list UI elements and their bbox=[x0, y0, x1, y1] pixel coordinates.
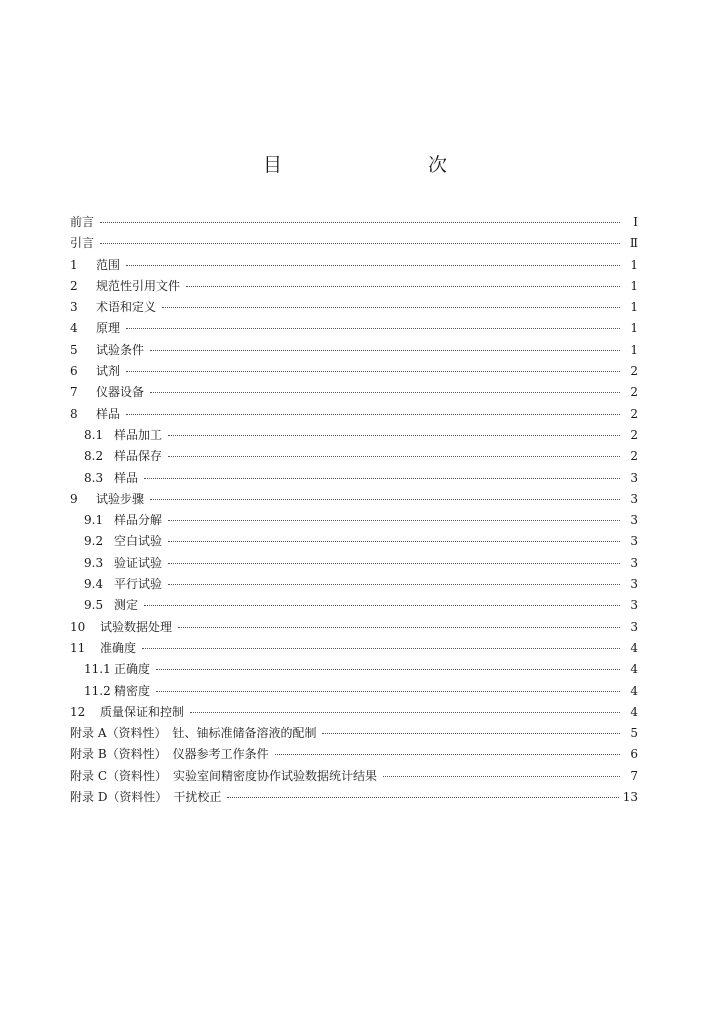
toc-entry-page-number: 3 bbox=[630, 555, 638, 570]
toc-entry[interactable] bbox=[70, 489, 638, 510]
toc-entry-label: 原理 bbox=[96, 321, 121, 336]
toc-entry-number: 8.2 bbox=[84, 449, 104, 464]
toc-entry-page-number: 1 bbox=[630, 300, 638, 315]
toc-entry-number: 6 bbox=[70, 364, 78, 379]
table-of-contents bbox=[70, 212, 638, 808]
toc-entry-number: 10 bbox=[70, 619, 86, 634]
dot-leader bbox=[322, 733, 620, 734]
toc-entry[interactable] bbox=[70, 297, 638, 318]
toc-entry-number: 1 bbox=[70, 257, 78, 272]
dot-leader bbox=[168, 541, 620, 542]
dot-leader bbox=[383, 776, 620, 777]
toc-entry-label: 样品 bbox=[96, 406, 121, 421]
dot-leader bbox=[168, 456, 620, 457]
dot-leader bbox=[126, 328, 620, 329]
toc-entry[interactable] bbox=[70, 617, 638, 638]
toc-entry-label: 样品加工 bbox=[114, 427, 163, 442]
toc-entry[interactable] bbox=[70, 510, 638, 531]
toc-entry[interactable] bbox=[70, 766, 638, 787]
toc-entry-number: 11 bbox=[70, 640, 86, 655]
toc-entry-page-number: 3 bbox=[630, 513, 638, 528]
toc-entry-label: 附录 B（资料性） 仪器参考工作条件 bbox=[70, 747, 269, 762]
toc-entry-page-number: 3 bbox=[630, 619, 638, 634]
toc-entry-page-number: 4 bbox=[630, 704, 638, 719]
toc-entry-label: 仪器设备 bbox=[96, 385, 145, 400]
toc-entry-label: 验证试验 bbox=[114, 555, 163, 570]
toc-entry-number: 9 bbox=[70, 491, 78, 506]
dot-leader bbox=[144, 478, 620, 479]
toc-entry-number: 9.1 bbox=[84, 513, 104, 528]
toc-entry-label: 试剂 bbox=[96, 364, 121, 379]
toc-entry-label: 试验数据处理 bbox=[100, 619, 173, 634]
toc-entry[interactable] bbox=[70, 468, 638, 489]
toc-entry-page-number: 2 bbox=[630, 427, 638, 442]
toc-entry-page-number: 13 bbox=[622, 790, 638, 805]
toc-entry-label: 术语和定义 bbox=[96, 300, 157, 315]
toc-entry-page-number: 1 bbox=[630, 321, 638, 336]
toc-entry-number: 8.3 bbox=[84, 470, 104, 485]
toc-entry-page-number: 3 bbox=[630, 598, 638, 613]
toc-entry-number: 4 bbox=[70, 321, 78, 336]
toc-entry[interactable] bbox=[70, 318, 638, 339]
toc-entry-page-number: 2 bbox=[630, 449, 638, 464]
toc-entry-number: 11.1 bbox=[84, 662, 111, 677]
toc-entry[interactable] bbox=[70, 446, 638, 467]
toc-entry-label: 前言 bbox=[70, 215, 95, 229]
toc-entry[interactable] bbox=[70, 425, 638, 446]
toc-entry-label: 样品保存 bbox=[114, 449, 163, 464]
dot-leader bbox=[126, 265, 620, 266]
toc-entry[interactable] bbox=[70, 212, 638, 233]
dot-leader bbox=[142, 648, 620, 649]
toc-entry-label: 附录 D（资料性） 干扰校正 bbox=[70, 790, 222, 805]
page-title: 目 次 bbox=[262, 154, 483, 176]
toc-entry[interactable] bbox=[70, 531, 638, 552]
toc-entry-label: 范围 bbox=[96, 257, 121, 272]
toc-entry[interactable] bbox=[70, 276, 638, 297]
toc-entry[interactable] bbox=[70, 233, 638, 254]
dot-leader bbox=[156, 669, 620, 670]
toc-entry-label: 样品 bbox=[114, 470, 139, 485]
toc-entry[interactable] bbox=[70, 681, 638, 702]
toc-entry-number: 2 bbox=[70, 278, 78, 293]
dot-leader bbox=[144, 605, 620, 606]
toc-entry[interactable] bbox=[70, 723, 638, 744]
toc-entry-number: 9.4 bbox=[84, 577, 104, 592]
dot-leader bbox=[162, 307, 620, 308]
toc-entry-page-number: 4 bbox=[630, 640, 638, 655]
toc-entry-number: 8 bbox=[70, 406, 78, 421]
dot-leader bbox=[190, 712, 620, 713]
dot-leader bbox=[126, 371, 620, 372]
dot-leader bbox=[186, 286, 620, 287]
dot-leader bbox=[168, 520, 620, 521]
toc-entry-page-number: 4 bbox=[630, 662, 638, 677]
dot-leader bbox=[168, 563, 620, 564]
toc-entry-label: 规范性引用文件 bbox=[96, 278, 181, 293]
toc-entry-label: 样品分解 bbox=[114, 513, 163, 528]
toc-entry-number: 5 bbox=[70, 342, 78, 357]
dot-leader bbox=[178, 627, 620, 628]
toc-entry-page-number: 2 bbox=[630, 385, 638, 400]
dot-leader bbox=[168, 584, 620, 585]
toc-entry-label: 试验步骤 bbox=[96, 491, 145, 506]
toc-entry-label: 空白试验 bbox=[114, 534, 163, 549]
dot-leader bbox=[150, 350, 620, 351]
dot-leader bbox=[150, 499, 620, 500]
toc-entry-label: 精密度 bbox=[114, 683, 151, 698]
toc-entry[interactable] bbox=[70, 744, 638, 765]
toc-entry[interactable] bbox=[70, 404, 638, 425]
dot-leader bbox=[150, 392, 620, 393]
toc-entry-number: 12 bbox=[70, 704, 86, 719]
dot-leader bbox=[275, 754, 620, 755]
toc-entry-page-number: 3 bbox=[630, 470, 638, 485]
toc-entry-label: 附录 C（资料性） 实验室间精密度协作试验数据统计结果 bbox=[70, 768, 377, 783]
toc-entry-label: 测定 bbox=[114, 598, 139, 613]
toc-entry-page-number: 7 bbox=[630, 768, 638, 783]
toc-entry[interactable] bbox=[70, 638, 638, 659]
toc-entry-number: 9.5 bbox=[84, 598, 104, 613]
toc-entry-page-number: 2 bbox=[630, 406, 638, 421]
dot-leader bbox=[100, 222, 620, 223]
toc-entry-label: 质量保证和控制 bbox=[100, 704, 185, 719]
toc-entry-page-number: Ⅱ bbox=[629, 236, 638, 251]
toc-entry-label: 正确度 bbox=[114, 662, 151, 677]
toc-entry[interactable] bbox=[70, 340, 638, 361]
dot-leader bbox=[227, 797, 618, 798]
dot-leader bbox=[156, 691, 620, 692]
toc-entry[interactable] bbox=[70, 553, 638, 574]
dot-leader bbox=[168, 435, 620, 436]
toc-entry-number: 9.3 bbox=[84, 555, 104, 570]
toc-entry-label: 平行试验 bbox=[114, 577, 163, 592]
toc-entry-number: 7 bbox=[70, 385, 78, 400]
toc-entry[interactable] bbox=[70, 659, 638, 680]
toc-entry-label: 准确度 bbox=[100, 640, 137, 655]
toc-entry[interactable] bbox=[70, 787, 638, 808]
toc-entry-page-number: 5 bbox=[630, 726, 638, 741]
toc-entry-label: 引言 bbox=[70, 236, 95, 251]
toc-entry[interactable] bbox=[70, 382, 638, 403]
toc-entry[interactable] bbox=[70, 595, 638, 616]
toc-entry-number: 3 bbox=[70, 300, 78, 315]
toc-entry-page-number: 3 bbox=[630, 491, 638, 506]
toc-entry[interactable] bbox=[70, 361, 638, 382]
toc-entry[interactable] bbox=[70, 255, 638, 276]
toc-entry-page-number: 6 bbox=[630, 747, 638, 762]
toc-entry-number: 11.2 bbox=[84, 683, 111, 698]
toc-entry-page-number: 1 bbox=[630, 257, 638, 272]
toc-entry-page-number: 4 bbox=[630, 683, 638, 698]
toc-entry-number: 9.2 bbox=[84, 534, 104, 549]
toc-entry-label: 试验条件 bbox=[96, 342, 145, 357]
toc-entry-number: 8.1 bbox=[84, 427, 104, 442]
toc-entry[interactable] bbox=[70, 702, 638, 723]
toc-entry-page-number: 1 bbox=[630, 278, 638, 293]
toc-entry-page-number: 3 bbox=[630, 534, 638, 549]
toc-entry-page-number: 1 bbox=[630, 342, 638, 357]
toc-entry-page-number: Ⅰ bbox=[633, 215, 638, 229]
dot-leader bbox=[126, 414, 620, 415]
toc-entry-page-number: 3 bbox=[630, 577, 638, 592]
toc-entry-page-number: 2 bbox=[630, 364, 638, 379]
dot-leader bbox=[100, 243, 620, 244]
toc-entry[interactable] bbox=[70, 574, 638, 595]
toc-entry-label: 附录 A（资料性） 钍、铀标准储备溶液的配制 bbox=[70, 726, 317, 741]
